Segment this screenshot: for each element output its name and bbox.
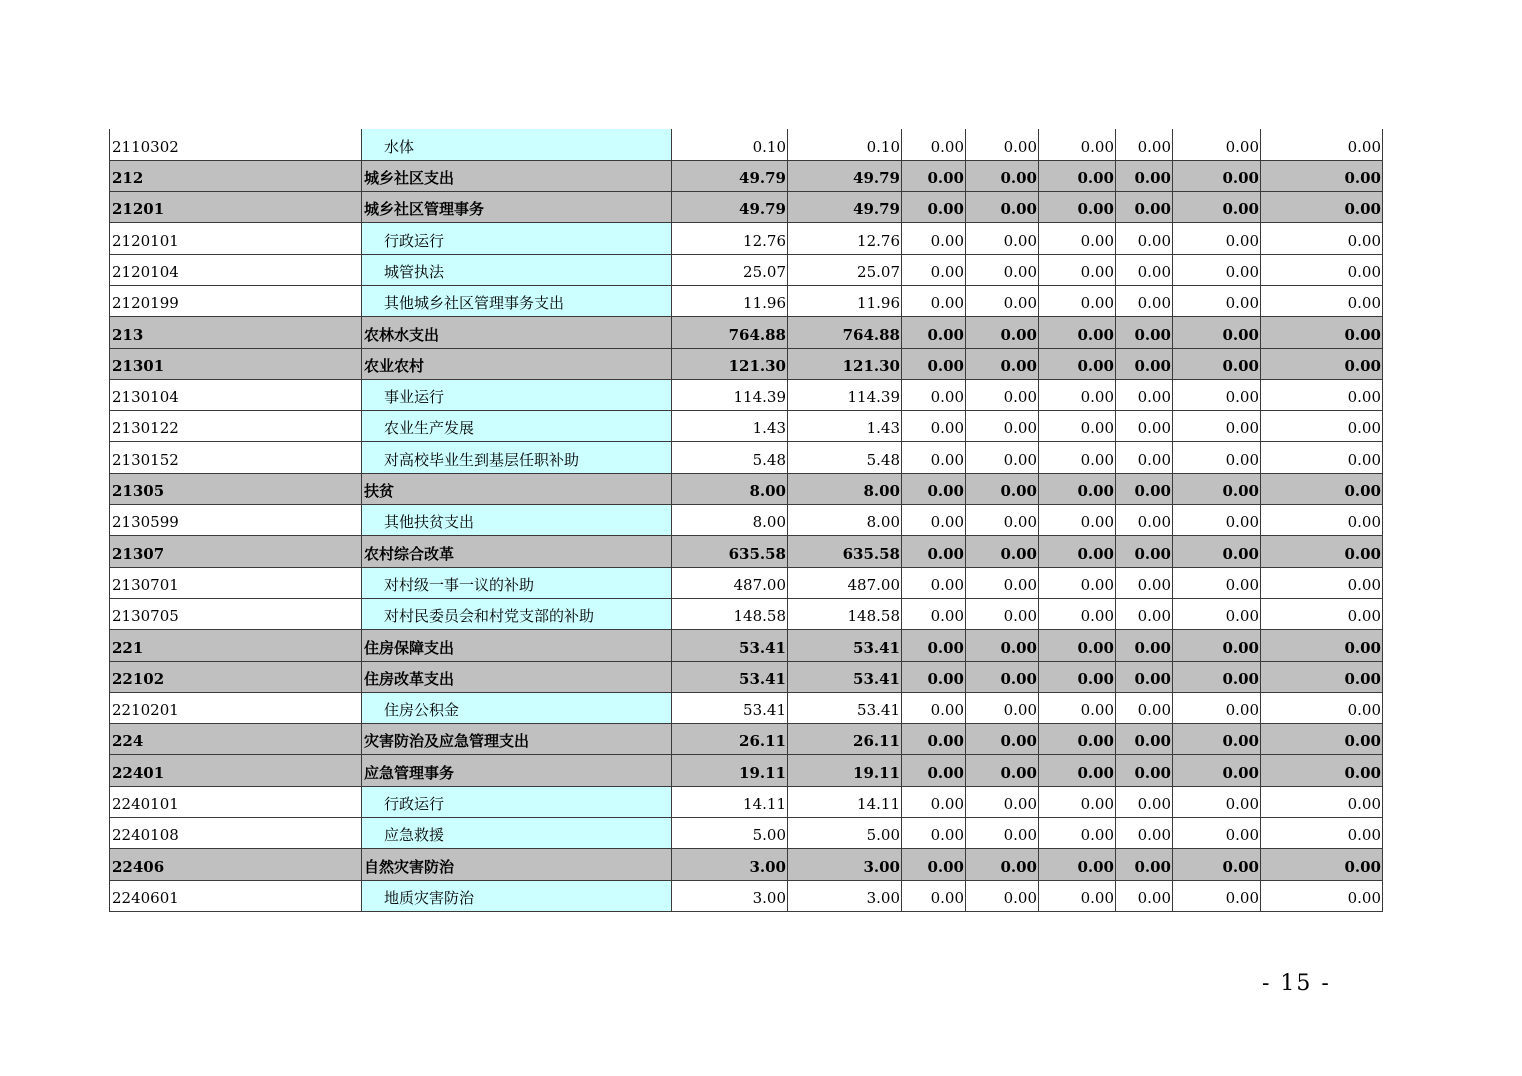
amount-cell: 5.00 — [788, 818, 902, 849]
amount-cell: 0.00 — [966, 160, 1039, 191]
subject-code-cell: 2130122 — [110, 411, 362, 442]
amount-cell: 0.00 — [966, 692, 1039, 723]
amount-cell: 49.79 — [672, 192, 788, 223]
amount-cell: 0.00 — [1173, 849, 1261, 880]
amount-cell: 0.00 — [1116, 192, 1173, 223]
subject-name-cell: 自然灾害防治 — [362, 849, 672, 880]
amount-cell: 0.00 — [1116, 223, 1173, 254]
amount-cell: 0.00 — [966, 724, 1039, 755]
amount-cell: 0.00 — [1261, 442, 1383, 473]
amount-cell: 0.00 — [1039, 755, 1116, 786]
amount-cell: 0.00 — [1039, 473, 1116, 504]
table-row-group — [110, 348, 1383, 379]
table-row-group — [110, 160, 1383, 191]
amount-cell: 12.76 — [672, 223, 788, 254]
amount-cell: 0.00 — [1173, 192, 1261, 223]
amount-cell: 0.00 — [1173, 223, 1261, 254]
amount-cell: 0.00 — [966, 880, 1039, 911]
amount-cell: 0.00 — [966, 755, 1039, 786]
amount-cell: 49.79 — [672, 160, 788, 191]
subject-code-cell: 2130104 — [110, 379, 362, 410]
amount-cell: 0.00 — [966, 442, 1039, 473]
amount-cell: 0.00 — [1039, 567, 1116, 598]
amount-cell: 0.00 — [902, 880, 966, 911]
table-row-group — [110, 192, 1383, 223]
subject-code-cell: 2120199 — [110, 285, 362, 316]
amount-cell: 8.00 — [672, 505, 788, 536]
amount-cell: 635.58 — [788, 536, 902, 567]
subject-name-cell: 城乡社区管理事务 — [362, 192, 672, 223]
amount-cell: 0.00 — [1261, 818, 1383, 849]
subject-name-cell: 应急管理事务 — [362, 755, 672, 786]
amount-cell: 0.00 — [1039, 598, 1116, 629]
amount-cell: 0.00 — [1173, 755, 1261, 786]
amount-cell: 0.00 — [966, 254, 1039, 285]
amount-cell: 0.00 — [1173, 348, 1261, 379]
subject-name-cell: 农业生产发展 — [362, 411, 672, 442]
subject-name-cell: 农村综合改革 — [362, 536, 672, 567]
table-row-group — [110, 849, 1383, 880]
amount-cell: 0.00 — [966, 536, 1039, 567]
subject-name-cell: 对村级一事一议的补助 — [362, 567, 672, 598]
amount-cell: 0.00 — [1173, 254, 1261, 285]
amount-cell: 0.00 — [1261, 192, 1383, 223]
amount-cell: 11.96 — [672, 285, 788, 316]
amount-cell: 0.00 — [902, 379, 966, 410]
amount-cell: 0.00 — [1173, 630, 1261, 661]
amount-cell: 3.00 — [672, 880, 788, 911]
table-row — [110, 692, 1383, 723]
amount-cell: 0.00 — [902, 348, 966, 379]
amount-cell: 0.00 — [1116, 724, 1173, 755]
amount-cell: 0.00 — [1116, 473, 1173, 504]
amount-cell: 0.00 — [966, 473, 1039, 504]
amount-cell: 0.00 — [966, 223, 1039, 254]
amount-cell: 53.41 — [788, 661, 902, 692]
amount-cell: 3.00 — [788, 880, 902, 911]
amount-cell: 0.00 — [1116, 536, 1173, 567]
amount-cell: 0.00 — [1261, 598, 1383, 629]
amount-cell: 0.00 — [966, 661, 1039, 692]
amount-cell: 3.00 — [672, 849, 788, 880]
amount-cell: 0.00 — [902, 442, 966, 473]
amount-cell: 0.00 — [1173, 505, 1261, 536]
amount-cell: 0.00 — [902, 567, 966, 598]
amount-cell: 0.00 — [966, 129, 1039, 160]
subject-code-cell: 2130705 — [110, 598, 362, 629]
amount-cell: 0.00 — [902, 473, 966, 504]
amount-cell: 19.11 — [788, 755, 902, 786]
amount-cell: 0.00 — [966, 285, 1039, 316]
amount-cell: 0.00 — [1261, 129, 1383, 160]
subject-code-cell: 224 — [110, 724, 362, 755]
amount-cell: 0.00 — [1039, 223, 1116, 254]
amount-cell: 0.00 — [1261, 348, 1383, 379]
amount-cell: 0.00 — [966, 786, 1039, 817]
table-row — [110, 567, 1383, 598]
amount-cell: 0.00 — [902, 536, 966, 567]
amount-cell: 0.00 — [1116, 661, 1173, 692]
amount-cell: 53.41 — [788, 630, 902, 661]
amount-cell: 0.00 — [966, 630, 1039, 661]
subject-name-cell: 扶贫 — [362, 473, 672, 504]
subject-code-cell: 21201 — [110, 192, 362, 223]
subject-code-cell: 2210201 — [110, 692, 362, 723]
amount-cell: 0.00 — [1039, 379, 1116, 410]
amount-cell: 0.00 — [1116, 379, 1173, 410]
amount-cell: 0.00 — [1039, 880, 1116, 911]
subject-name-cell: 应急救援 — [362, 818, 672, 849]
amount-cell: 3.00 — [788, 849, 902, 880]
amount-cell: 0.00 — [1039, 630, 1116, 661]
table-row — [110, 880, 1383, 911]
amount-cell: 0.00 — [1261, 661, 1383, 692]
amount-cell: 0.00 — [1261, 411, 1383, 442]
amount-cell: 0.00 — [1039, 786, 1116, 817]
subject-name-cell: 住房保障支出 — [362, 630, 672, 661]
amount-cell: 0.00 — [1116, 254, 1173, 285]
amount-cell: 0.00 — [966, 317, 1039, 348]
amount-cell: 0.00 — [1261, 880, 1383, 911]
amount-cell: 5.48 — [672, 442, 788, 473]
subject-name-cell: 对村民委员会和村党支部的补助 — [362, 598, 672, 629]
amount-cell: 0.00 — [1261, 692, 1383, 723]
amount-cell: 0.00 — [1173, 818, 1261, 849]
amount-cell: 0.00 — [1039, 724, 1116, 755]
amount-cell: 121.30 — [788, 348, 902, 379]
table-row — [110, 818, 1383, 849]
amount-cell: 14.11 — [672, 786, 788, 817]
amount-cell: 764.88 — [672, 317, 788, 348]
amount-cell: 12.76 — [788, 223, 902, 254]
amount-cell: 764.88 — [788, 317, 902, 348]
amount-cell: 0.00 — [1116, 818, 1173, 849]
amount-cell: 19.11 — [672, 755, 788, 786]
amount-cell: 0.00 — [1173, 692, 1261, 723]
amount-cell: 0.00 — [1116, 348, 1173, 379]
amount-cell: 121.30 — [672, 348, 788, 379]
amount-cell: 0.00 — [902, 285, 966, 316]
amount-cell: 11.96 — [788, 285, 902, 316]
amount-cell: 0.00 — [1116, 567, 1173, 598]
subject-code-cell: 22406 — [110, 849, 362, 880]
amount-cell: 0.00 — [902, 505, 966, 536]
amount-cell: 53.41 — [672, 692, 788, 723]
amount-cell: 8.00 — [788, 505, 902, 536]
subject-name-cell: 农林水支出 — [362, 317, 672, 348]
amount-cell: 0.00 — [1039, 129, 1116, 160]
amount-cell: 0.00 — [1039, 411, 1116, 442]
amount-cell: 0.00 — [1116, 849, 1173, 880]
table-row — [110, 223, 1383, 254]
amount-cell: 49.79 — [788, 192, 902, 223]
amount-cell: 8.00 — [788, 473, 902, 504]
amount-cell: 0.00 — [966, 505, 1039, 536]
amount-cell: 0.00 — [1116, 160, 1173, 191]
amount-cell: 0.00 — [1261, 160, 1383, 191]
amount-cell: 0.10 — [672, 129, 788, 160]
amount-cell: 148.58 — [788, 598, 902, 629]
amount-cell: 0.00 — [1039, 254, 1116, 285]
amount-cell: 0.10 — [788, 129, 902, 160]
table-row — [110, 285, 1383, 316]
subject-code-cell: 213 — [110, 317, 362, 348]
table-row-group — [110, 755, 1383, 786]
amount-cell: 0.00 — [1039, 285, 1116, 316]
amount-cell: 0.00 — [1261, 473, 1383, 504]
amount-cell: 25.07 — [672, 254, 788, 285]
amount-cell: 0.00 — [1173, 661, 1261, 692]
amount-cell: 0.00 — [1261, 379, 1383, 410]
subject-name-cell: 其他城乡社区管理事务支出 — [362, 285, 672, 316]
subject-code-cell: 22401 — [110, 755, 362, 786]
amount-cell: 0.00 — [1116, 411, 1173, 442]
table-row-group — [110, 724, 1383, 755]
table-row — [110, 598, 1383, 629]
amount-cell: 0.00 — [1261, 317, 1383, 348]
amount-cell: 0.00 — [1039, 536, 1116, 567]
amount-cell: 0.00 — [1173, 317, 1261, 348]
table-body — [110, 129, 1383, 911]
amount-cell: 0.00 — [1173, 285, 1261, 316]
table-row — [110, 129, 1383, 160]
amount-cell: 0.00 — [902, 254, 966, 285]
amount-cell: 1.43 — [672, 411, 788, 442]
amount-cell: 0.00 — [902, 692, 966, 723]
amount-cell: 0.00 — [902, 630, 966, 661]
amount-cell: 0.00 — [902, 129, 966, 160]
amount-cell: 0.00 — [902, 755, 966, 786]
amount-cell: 0.00 — [966, 192, 1039, 223]
amount-cell: 0.00 — [1039, 317, 1116, 348]
amount-cell: 0.00 — [966, 567, 1039, 598]
amount-cell: 114.39 — [788, 379, 902, 410]
amount-cell: 0.00 — [1173, 536, 1261, 567]
amount-cell: 0.00 — [902, 411, 966, 442]
subject-code-cell: 22102 — [110, 661, 362, 692]
amount-cell: 0.00 — [1173, 724, 1261, 755]
table-row — [110, 379, 1383, 410]
amount-cell: 0.00 — [966, 598, 1039, 629]
amount-cell: 0.00 — [966, 348, 1039, 379]
amount-cell: 0.00 — [1039, 442, 1116, 473]
amount-cell: 0.00 — [1039, 692, 1116, 723]
subject-code-cell: 2130599 — [110, 505, 362, 536]
amount-cell: 0.00 — [902, 661, 966, 692]
table-row — [110, 254, 1383, 285]
amount-cell: 0.00 — [1261, 630, 1383, 661]
amount-cell: 0.00 — [902, 317, 966, 348]
amount-cell: 0.00 — [1173, 160, 1261, 191]
amount-cell: 0.00 — [966, 849, 1039, 880]
subject-code-cell: 2240108 — [110, 818, 362, 849]
amount-cell: 0.00 — [1261, 223, 1383, 254]
amount-cell: 0.00 — [1261, 254, 1383, 285]
amount-cell: 0.00 — [1173, 379, 1261, 410]
amount-cell: 5.48 — [788, 442, 902, 473]
amount-cell: 49.79 — [788, 160, 902, 191]
table-row-group — [110, 630, 1383, 661]
table-row-group — [110, 661, 1383, 692]
amount-cell: 0.00 — [1039, 661, 1116, 692]
page-number: - 15 - — [1262, 971, 1331, 996]
amount-cell: 0.00 — [1039, 849, 1116, 880]
amount-cell: 0.00 — [1173, 442, 1261, 473]
amount-cell: 0.00 — [1039, 818, 1116, 849]
amount-cell: 0.00 — [902, 724, 966, 755]
amount-cell: 0.00 — [902, 818, 966, 849]
subject-name-cell: 行政运行 — [362, 786, 672, 817]
subject-name-cell: 灾害防治及应急管理支出 — [362, 724, 672, 755]
subject-code-cell: 2240101 — [110, 786, 362, 817]
subject-name-cell: 农业农村 — [362, 348, 672, 379]
table-row-group — [110, 473, 1383, 504]
subject-name-cell: 对高校毕业生到基层任职补助 — [362, 442, 672, 473]
amount-cell: 0.00 — [966, 379, 1039, 410]
amount-cell: 0.00 — [1039, 192, 1116, 223]
subject-code-cell: 2130152 — [110, 442, 362, 473]
amount-cell: 0.00 — [966, 818, 1039, 849]
amount-cell: 0.00 — [902, 160, 966, 191]
amount-cell: 0.00 — [1116, 755, 1173, 786]
amount-cell: 0.00 — [1039, 348, 1116, 379]
amount-cell: 0.00 — [1116, 285, 1173, 316]
amount-cell: 0.00 — [1173, 598, 1261, 629]
amount-cell: 0.00 — [1116, 598, 1173, 629]
subject-code-cell: 212 — [110, 160, 362, 191]
amount-cell: 8.00 — [672, 473, 788, 504]
subject-code-cell: 21305 — [110, 473, 362, 504]
amount-cell: 0.00 — [902, 786, 966, 817]
amount-cell: 0.00 — [1261, 786, 1383, 817]
subject-code-cell: 21307 — [110, 536, 362, 567]
amount-cell: 0.00 — [1261, 536, 1383, 567]
amount-cell: 0.00 — [902, 223, 966, 254]
subject-name-cell: 住房改革支出 — [362, 661, 672, 692]
amount-cell: 635.58 — [672, 536, 788, 567]
amount-cell: 0.00 — [1116, 129, 1173, 160]
subject-code-cell: 2120101 — [110, 223, 362, 254]
subject-name-cell: 城管执法 — [362, 254, 672, 285]
subject-name-cell: 水体 — [362, 129, 672, 160]
subject-code-cell: 221 — [110, 630, 362, 661]
subject-name-cell: 城乡社区支出 — [362, 160, 672, 191]
subject-name-cell: 行政运行 — [362, 223, 672, 254]
subject-name-cell: 地质灾害防治 — [362, 880, 672, 911]
amount-cell: 0.00 — [1173, 473, 1261, 504]
amount-cell: 0.00 — [1261, 567, 1383, 598]
amount-cell: 53.41 — [672, 630, 788, 661]
amount-cell: 0.00 — [902, 849, 966, 880]
amount-cell: 53.41 — [672, 661, 788, 692]
table-row-group — [110, 317, 1383, 348]
amount-cell: 0.00 — [1261, 285, 1383, 316]
amount-cell: 0.00 — [1173, 411, 1261, 442]
amount-cell: 0.00 — [1116, 442, 1173, 473]
subject-code-cell: 21301 — [110, 348, 362, 379]
amount-cell: 0.00 — [1173, 129, 1261, 160]
subject-code-cell: 2240601 — [110, 880, 362, 911]
amount-cell: 5.00 — [672, 818, 788, 849]
amount-cell: 0.00 — [1173, 567, 1261, 598]
amount-cell: 0.00 — [1261, 755, 1383, 786]
subject-code-cell: 2110302 — [110, 129, 362, 160]
amount-cell: 0.00 — [1116, 786, 1173, 817]
subject-name-cell: 事业运行 — [362, 379, 672, 410]
amount-cell: 26.11 — [788, 724, 902, 755]
amount-cell: 487.00 — [672, 567, 788, 598]
subject-name-cell: 住房公积金 — [362, 692, 672, 723]
amount-cell: 0.00 — [902, 192, 966, 223]
amount-cell: 0.00 — [1173, 786, 1261, 817]
budget-table — [109, 129, 1383, 912]
table-row-group — [110, 536, 1383, 567]
amount-cell: 26.11 — [672, 724, 788, 755]
amount-cell: 114.39 — [672, 379, 788, 410]
table-row — [110, 442, 1383, 473]
amount-cell: 0.00 — [1039, 160, 1116, 191]
amount-cell: 0.00 — [1116, 505, 1173, 536]
amount-cell: 0.00 — [1261, 724, 1383, 755]
amount-cell: 0.00 — [1116, 692, 1173, 723]
amount-cell: 25.07 — [788, 254, 902, 285]
subject-name-cell: 其他扶贫支出 — [362, 505, 672, 536]
table-row — [110, 505, 1383, 536]
amount-cell: 0.00 — [1039, 505, 1116, 536]
table-row — [110, 411, 1383, 442]
amount-cell: 487.00 — [788, 567, 902, 598]
amount-cell: 0.00 — [1116, 317, 1173, 348]
amount-cell: 14.11 — [788, 786, 902, 817]
amount-cell: 0.00 — [1173, 880, 1261, 911]
table-row — [110, 786, 1383, 817]
amount-cell: 53.41 — [788, 692, 902, 723]
amount-cell: 1.43 — [788, 411, 902, 442]
amount-cell: 148.58 — [672, 598, 788, 629]
amount-cell: 0.00 — [1116, 880, 1173, 911]
amount-cell: 0.00 — [1261, 505, 1383, 536]
subject-code-cell: 2120104 — [110, 254, 362, 285]
amount-cell: 0.00 — [1261, 849, 1383, 880]
amount-cell: 0.00 — [902, 598, 966, 629]
subject-code-cell: 2130701 — [110, 567, 362, 598]
amount-cell: 0.00 — [966, 411, 1039, 442]
amount-cell: 0.00 — [1116, 630, 1173, 661]
